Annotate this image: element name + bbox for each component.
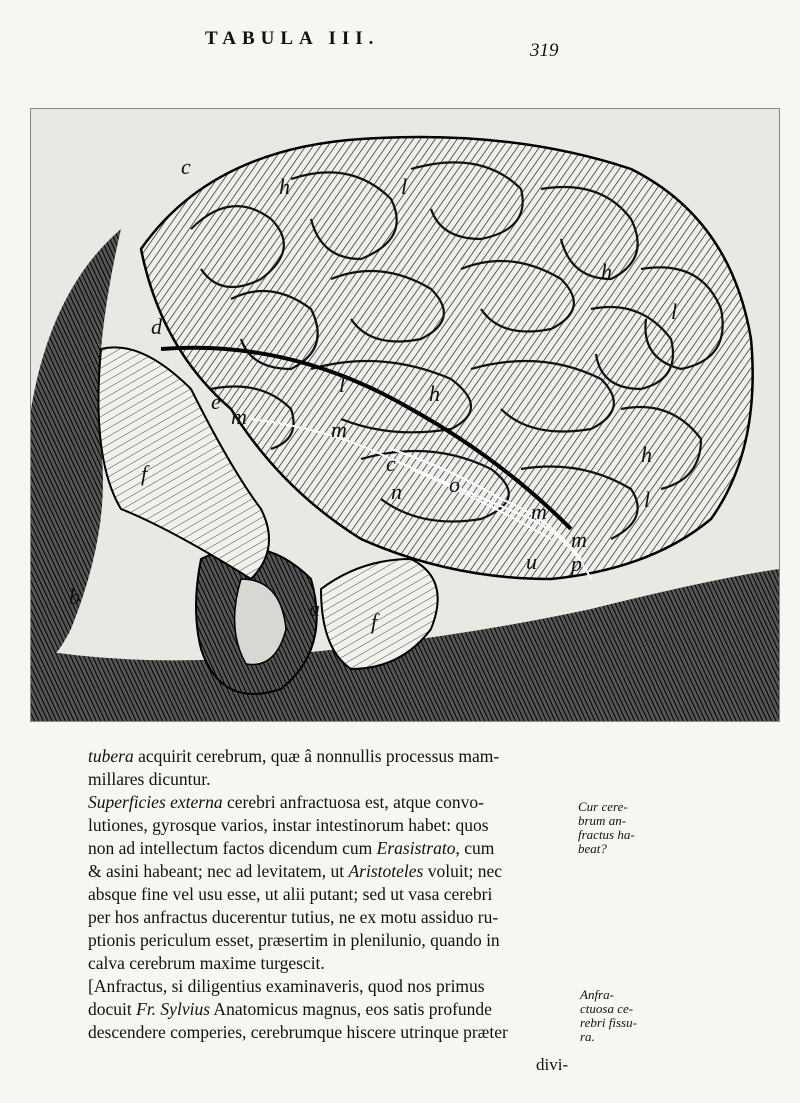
figure-label-1: h: [279, 174, 290, 199]
figure-label-2: l: [401, 174, 408, 199]
figure-label-14: m: [531, 499, 547, 524]
margin-note-2: [580, 988, 637, 1044]
figure-label-9: m: [331, 417, 347, 442]
text-run: docuit: [88, 999, 137, 1019]
text-run: cerebri anfractuosa est, atque convo-: [222, 792, 485, 812]
figure-label-6: h: [429, 381, 440, 406]
figure-label-21: b: [69, 584, 80, 609]
figure-label-16: f: [141, 461, 148, 486]
text-line: per hos anfractus ducerentur tutius, ne ex motu assiduo ru-: [88, 907, 499, 927]
italic-name: Aristoteles: [348, 861, 424, 881]
brain-engraving-plate: [30, 108, 780, 722]
text-run: acquirit cerebrum, quæ â nonnullis processus mam-: [133, 746, 500, 766]
plate-title: TABULA III.: [205, 28, 380, 49]
text-run: Anatomicus magnus, eos satis profunde: [210, 999, 492, 1019]
brain-engraving-figure: [31, 109, 779, 721]
text-line: [88, 998, 568, 1021]
figure-label-10: l: [339, 372, 346, 397]
figure-label-17: l: [644, 487, 651, 512]
text-line: descendere comperies, cerebrumque hiscere utrinque præter: [88, 1022, 508, 1042]
text-run: , cum: [455, 838, 495, 858]
text-run: non ad intellectum factos dicendum cum: [88, 838, 377, 858]
figure-label-18: m: [571, 527, 587, 552]
catchword: divi-: [536, 1055, 569, 1074]
text-line: calva cerebrum maxime turgescit.: [88, 953, 325, 973]
figure-label-19: u: [526, 549, 537, 574]
body-text: [88, 745, 568, 1044]
figure-label-11: c: [386, 451, 396, 476]
italic-name: Erasistrato: [376, 838, 456, 858]
figure-label-22: a: [309, 596, 320, 621]
text-line: [Anfractus, si diligentius examinaveris, quod nos primus: [88, 976, 485, 996]
margin-note-line: Cur cere-: [578, 799, 628, 814]
margin-note-line: ra.: [580, 1029, 595, 1044]
text-line: [88, 745, 568, 768]
figure-label-15: h: [641, 442, 652, 467]
margin-note-line: rebri fissu-: [580, 1015, 637, 1030]
figure-label-5: l: [671, 299, 678, 324]
figure-label-12: n: [391, 479, 402, 504]
figure-label-13: o: [449, 472, 460, 497]
margin-note-line: fractus ha-: [578, 827, 635, 842]
figure-label-24: c: [181, 154, 191, 179]
figure-label-3: h: [601, 259, 612, 284]
figure-label-4: d: [151, 314, 162, 339]
text-line: lutiones, gyrosque varios, instar intestinorum habet: quos: [88, 815, 489, 835]
margin-note-line: ctuosa ce-: [580, 1001, 634, 1016]
figure-label-20: p: [571, 551, 582, 576]
italic-name: Fr. Sylvius: [136, 999, 211, 1019]
margin-note-1: [578, 800, 635, 856]
italic-term: tubera: [88, 746, 134, 766]
text-run: & asini habeant; nec ad levitatem, ut: [88, 861, 349, 881]
figure-label-7: e: [211, 389, 221, 414]
italic-term: Superficies externa: [88, 792, 223, 812]
text-run: voluit; nec: [423, 861, 503, 881]
figure-label-8: m: [231, 404, 247, 429]
text-line: [88, 791, 568, 814]
margin-note-line: brum an-: [578, 813, 627, 828]
margin-note-line: beat?: [578, 841, 607, 856]
text-line: [88, 860, 568, 883]
text-line: [88, 837, 568, 860]
text-line: absque fine vel usu esse, ut alii putant; sed ut vasa cerebri: [88, 884, 493, 904]
text-line: ptionis periculum esset, præsertim in plenilunio, quando in: [88, 930, 500, 950]
figure-label-23: f: [371, 609, 378, 634]
page-number: 319: [530, 40, 559, 61]
margin-note-line: Anfra-: [580, 987, 614, 1002]
page-header: [0, 28, 800, 68]
text-line: millares dicuntur.: [88, 769, 211, 789]
